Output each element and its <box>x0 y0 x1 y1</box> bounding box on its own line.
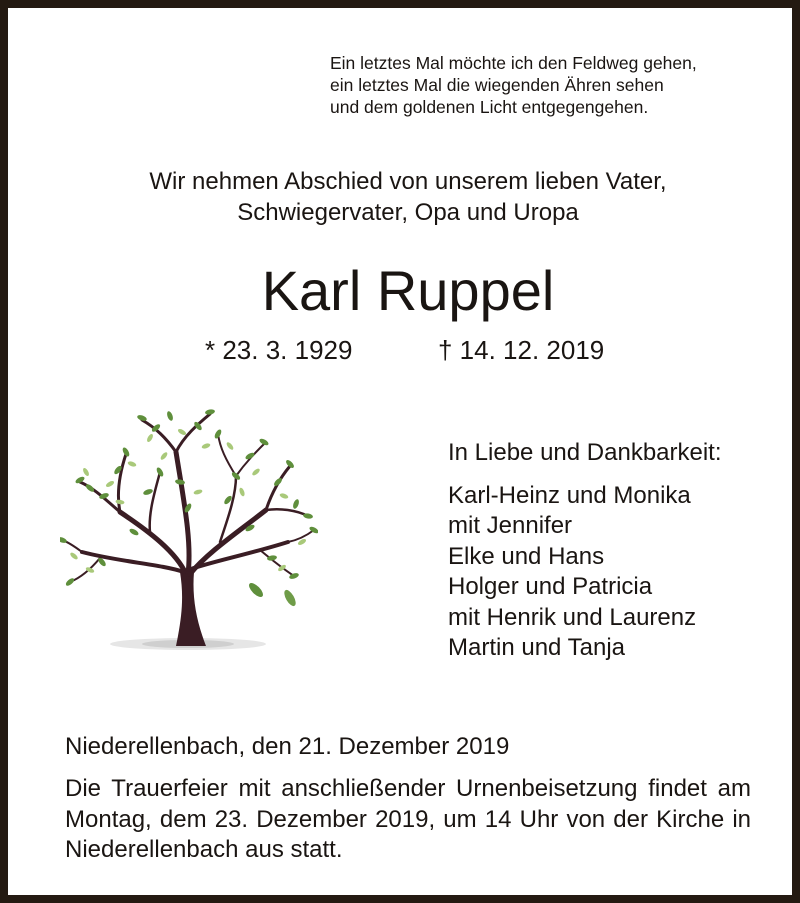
falling-leaf-icon <box>282 588 298 608</box>
death-date: † 14. 12. 2019 <box>438 335 605 365</box>
mourner-name: Martin und Tanja <box>448 634 625 661</box>
poem-line: und dem goldenen Licht entgegengehen. <box>330 97 649 117</box>
place-and-date: Niederellenbach, den 21. Dezember 2019 <box>65 733 510 760</box>
mourners-heading: In Liebe und Dankbarkeit: <box>448 439 722 466</box>
deceased-name: Karl Ruppel <box>261 259 555 322</box>
mourner-name: mit Jennifer <box>448 512 573 539</box>
poem-line: Ein letztes Mal möchte ich den Feldweg gehen, <box>330 53 697 73</box>
poem-line: ein letztes Mal die wiegenden Ähren sehen <box>330 75 664 95</box>
mourners-list <box>448 438 722 664</box>
intro-line: Schwiegervater, Opa und Uropa <box>237 199 579 226</box>
tree-illustration <box>60 392 318 654</box>
mourner-name: mit Henrik und Laurenz <box>448 603 697 631</box>
mourner-name: Karl-Heinz und Monika <box>448 481 691 509</box>
mourner-name: Elke und Hans <box>448 542 605 570</box>
intro-line: Wir nehmen Abschied von unserem lieben Vater, <box>149 168 667 195</box>
funeral-notice: Die Trauerfeier mit anschließender Urnenbeisetzung findet am Montag, dem 23. Dezember 2019, um 14 Uhr von der Kirche in Niederellenbach aus statt. <box>65 775 751 863</box>
poem <box>330 52 697 118</box>
farewell-intro <box>8 166 800 228</box>
mourner-name: Holger und Patricia <box>448 573 653 600</box>
falling-leaf-icon <box>247 581 265 599</box>
birth-date: * 23. 3. 1929 <box>205 335 353 365</box>
